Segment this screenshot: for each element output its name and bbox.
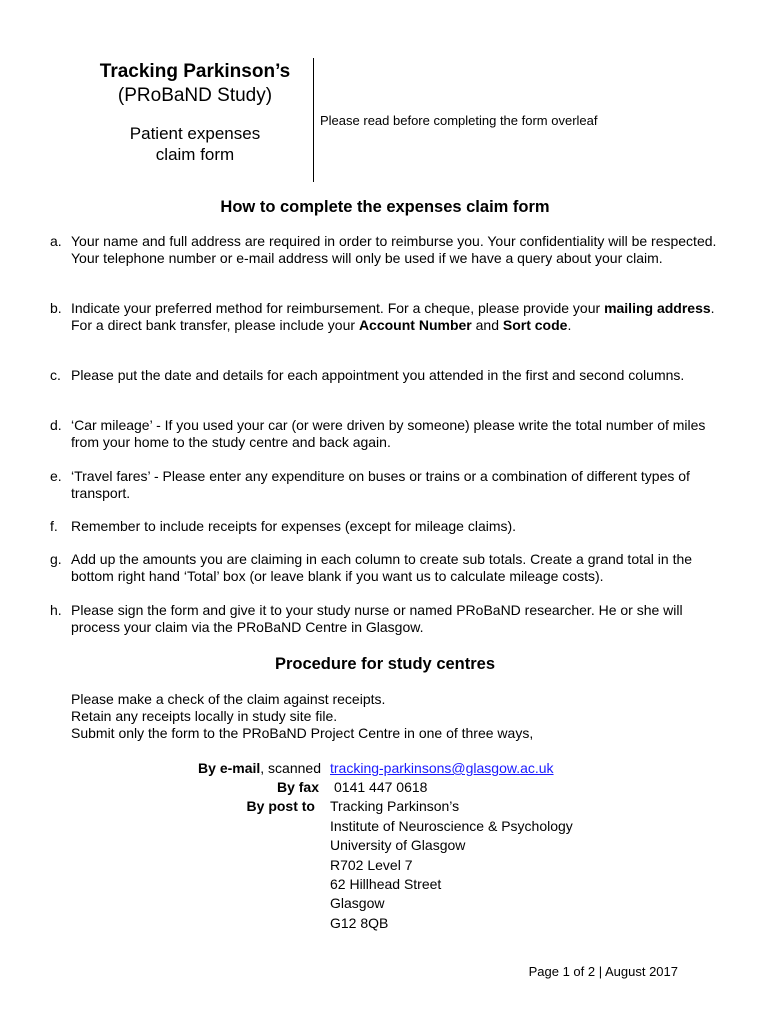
document-subtitle: (PRoBaND Study)	[117, 85, 273, 106]
item-letter: g.	[50, 551, 62, 567]
address-line: Institute of Neuroscience & Psychology	[330, 818, 573, 834]
address-line: 62 Hillhead Street	[330, 876, 442, 892]
item-text: Remember to include receipts for expenses (except for mileage claims).	[71, 518, 517, 534]
address-row	[0, 837, 770, 857]
fax-label: By fax	[276, 779, 319, 795]
procedure-line: Retain any receipts locally in study site file.	[71, 708, 338, 724]
instruction-item-e	[50, 468, 730, 502]
item-text	[71, 300, 730, 334]
item-text: Your name and full address are required in order to reimburse you. Your confidentiality will be respected. Your telephone number or e-mail address will only be used if we have a query about your claim.	[71, 233, 717, 266]
instruction-item-a	[50, 233, 730, 267]
item-letter: a.	[50, 233, 62, 249]
bold-run: Account Number	[358, 317, 472, 333]
instruction-item-f	[50, 518, 730, 535]
bold-run: Sort code	[502, 317, 568, 333]
post-label: By post to	[246, 798, 315, 814]
submit-row-fax	[0, 779, 770, 799]
address-row	[0, 818, 770, 838]
address-line: R702 Level 7	[330, 857, 413, 873]
item-letter: b.	[50, 300, 62, 316]
procedure-line: Please make a check of the claim against receipts.	[71, 691, 386, 707]
instruction-item-h	[50, 602, 730, 636]
instruction-item-g	[50, 551, 730, 585]
email-label	[198, 760, 321, 776]
address-row	[0, 915, 770, 935]
header-note: Please read before completing the form overleaf	[320, 113, 598, 128]
item-text: ‘Travel fares’ - Please enter any expenditure on buses or trains or a combination of different types of transport.	[71, 468, 690, 501]
address-row	[0, 895, 770, 915]
document-title: Tracking Parkinson’s	[99, 61, 291, 82]
address-line: G12 8QB	[330, 915, 389, 931]
email-label-rest: , scanned	[260, 760, 321, 776]
page-footer: Page 1 of 2 | August 2017	[528, 964, 678, 979]
item-text: Please sign the form and give it to your study nurse or named PRoBaND researcher. He or she will process your claim via the PRoBaND Centre in Glasgow.	[71, 602, 683, 635]
submit-row-post	[0, 798, 770, 818]
instructions-heading: How to complete the expenses claim form	[220, 198, 550, 216]
item-text: Add up the amounts you are claiming in each column to create sub totals. Create a grand total in the bottom right hand ‘Total’ box (or leave blank if you want us to calculate mileage costs).	[71, 551, 693, 584]
item-letter: d.	[50, 417, 62, 433]
item-letter: e.	[50, 468, 62, 484]
header-block	[75, 60, 315, 165]
instruction-item-c	[50, 367, 730, 384]
header-divider	[313, 58, 314, 182]
form-name-line1: Patient expenses	[129, 124, 261, 143]
submit-row-email	[0, 760, 770, 780]
text-run: . For a direct bank transfer, please include your	[71, 300, 715, 333]
instruction-item-b	[50, 300, 730, 334]
email-link[interactable]: tracking-parkinsons@glasgow.ac.uk	[330, 760, 554, 776]
form-name-line2: claim form	[155, 145, 235, 164]
address-line: Tracking Parkinson’s	[330, 798, 460, 814]
address-row	[0, 857, 770, 877]
procedure-text	[71, 691, 533, 742]
address-line: Glasgow	[330, 895, 385, 911]
item-text: Please put the date and details for each appointment you attended in the first and second columns.	[71, 367, 685, 383]
item-letter: f.	[50, 518, 58, 534]
email-label-bold: By e-mail	[198, 760, 261, 776]
form-name	[75, 123, 315, 165]
text-run: Indicate your preferred method for reimbursement. For a cheque, please provide your	[71, 300, 605, 316]
procedure-line: Submit only the form to the PRoBaND Project Centre in one of three ways,	[71, 725, 534, 741]
address-row	[0, 876, 770, 896]
instruction-item-d	[50, 417, 730, 451]
text-run: .	[567, 317, 572, 333]
item-letter: c.	[50, 367, 61, 383]
procedure-heading: Procedure for study centres	[274, 655, 496, 673]
text-run: and	[471, 317, 503, 333]
fax-number: 0141 447 0618	[334, 779, 428, 795]
bold-run: mailing address	[604, 300, 711, 316]
address-line: University of Glasgow	[330, 837, 466, 853]
item-text: ‘Car mileage’ - If you used your car (or were driven by someone) please write the total number of miles from your home to the study centre and back again.	[71, 417, 706, 450]
item-letter: h.	[50, 602, 62, 618]
